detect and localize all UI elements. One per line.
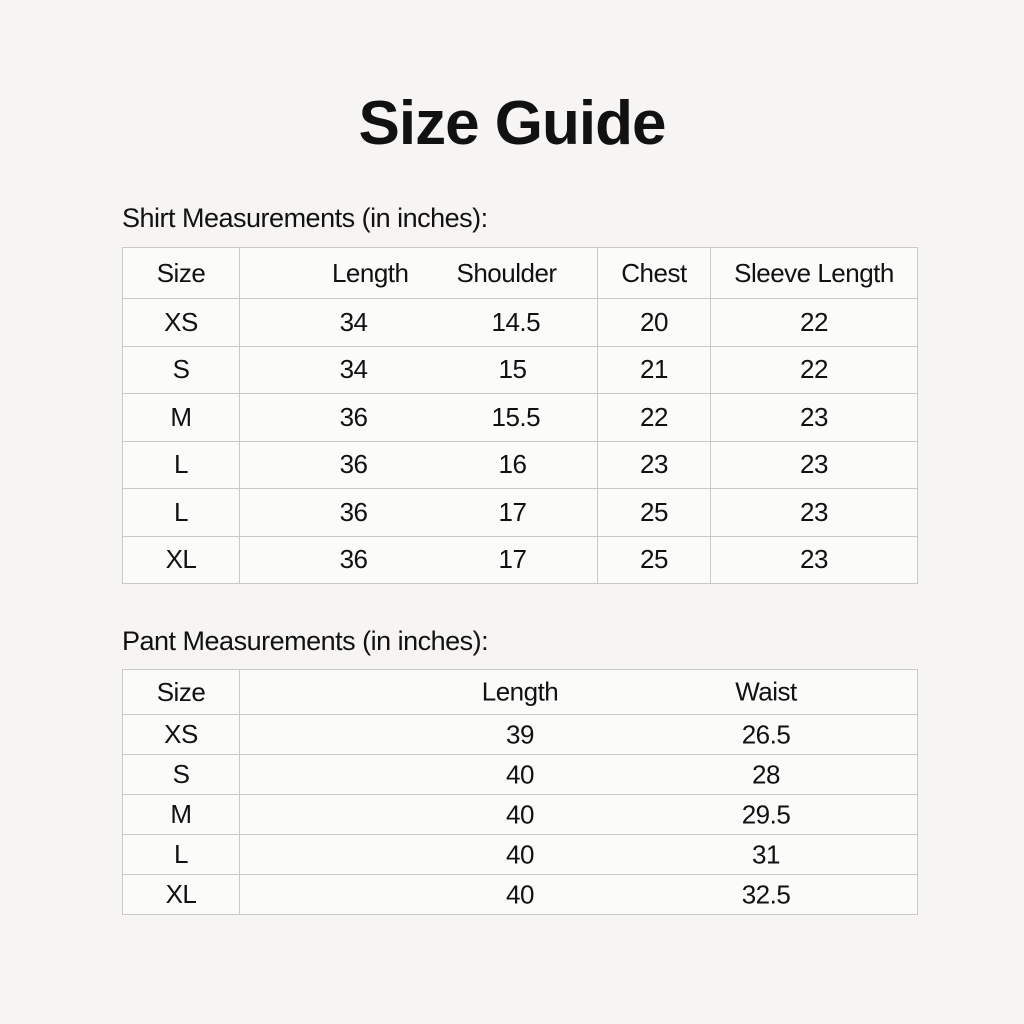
table-row — [123, 536, 918, 584]
shirt-measurements-table — [122, 247, 918, 584]
column-header-size: Size — [123, 248, 240, 299]
table-row — [123, 299, 918, 347]
shoulder-cell: 16 — [435, 441, 598, 489]
shoulder-cell: 15 — [435, 346, 598, 394]
sleeve-length-cell: 23 — [711, 536, 918, 584]
table-row — [123, 346, 918, 394]
size-cell: XS — [123, 299, 240, 347]
waist-cell: 26.5 — [741, 719, 791, 749]
chest-cell: 22 — [598, 394, 711, 442]
length-waist-cell — [240, 835, 918, 875]
column-header-chest: Chest — [598, 248, 711, 299]
sleeve-length-cell: 23 — [711, 441, 918, 489]
chest-cell: 23 — [598, 441, 711, 489]
length-waist-header — [240, 670, 918, 715]
length-waist-cell — [240, 795, 918, 835]
table-row — [123, 441, 918, 489]
waist-cell: 31 — [752, 839, 780, 869]
size-cell: M — [123, 394, 240, 442]
length-cell: 36 — [240, 441, 435, 489]
length-cell: 40 — [506, 759, 534, 789]
length-cell: 34 — [240, 346, 435, 394]
size-cell: XL — [123, 875, 240, 915]
table-row — [123, 394, 918, 442]
waist-cell: 32.5 — [741, 879, 791, 909]
size-cell: S — [123, 755, 240, 795]
shirt-section-heading: Shirt Measurements (in inches): — [122, 203, 488, 233]
shoulder-cell: 14.5 — [435, 299, 598, 347]
length-cell: 36 — [240, 536, 435, 584]
length-cell: 36 — [240, 394, 435, 442]
sleeve-length-cell: 22 — [711, 299, 918, 347]
column-header-length: Length — [481, 676, 559, 707]
size-cell: M — [123, 795, 240, 835]
chest-cell: 25 — [598, 489, 711, 537]
waist-cell: 28 — [752, 759, 780, 789]
sleeve-length-cell: 23 — [711, 489, 918, 537]
table-row — [123, 875, 918, 915]
table-row — [123, 715, 918, 755]
length-cell: 40 — [506, 839, 534, 869]
shoulder-cell: 17 — [435, 489, 598, 537]
chest-cell: 20 — [598, 299, 711, 347]
column-header-sleeve-length: Sleeve Length — [711, 248, 918, 299]
size-cell: L — [123, 835, 240, 875]
column-header-size: Size — [123, 670, 240, 715]
table-header-row — [123, 670, 918, 715]
size-cell: L — [123, 489, 240, 537]
sleeve-length-cell: 22 — [711, 346, 918, 394]
length-cell: 34 — [240, 299, 435, 347]
length-cell: 39 — [506, 719, 534, 749]
size-cell: S — [123, 346, 240, 394]
length-waist-cell — [240, 755, 918, 795]
chest-cell: 21 — [598, 346, 711, 394]
size-cell: XL — [123, 536, 240, 584]
column-header-shoulder: Shoulder — [435, 248, 598, 299]
page-title: Size Guide — [358, 89, 666, 158]
length-waist-cell — [240, 875, 918, 915]
size-cell: XS — [123, 715, 240, 755]
table-row — [123, 489, 918, 537]
chest-cell: 25 — [598, 536, 711, 584]
table-row — [123, 755, 918, 795]
length-waist-cell — [240, 715, 918, 755]
column-header-length: Length — [240, 248, 435, 299]
shoulder-cell: 15.5 — [435, 394, 598, 442]
pant-section-heading: Pant Measurements (in inches): — [122, 626, 489, 656]
size-cell: L — [123, 441, 240, 489]
length-cell: 40 — [506, 879, 534, 909]
sleeve-length-cell: 23 — [711, 394, 918, 442]
length-cell: 36 — [240, 489, 435, 537]
length-cell: 40 — [506, 799, 534, 829]
pant-measurements-table — [122, 669, 918, 915]
table-row — [123, 795, 918, 835]
shoulder-cell: 17 — [435, 536, 598, 584]
table-header-row — [123, 248, 918, 299]
waist-cell: 29.5 — [741, 799, 791, 829]
table-row — [123, 835, 918, 875]
column-header-waist: Waist — [735, 676, 797, 707]
